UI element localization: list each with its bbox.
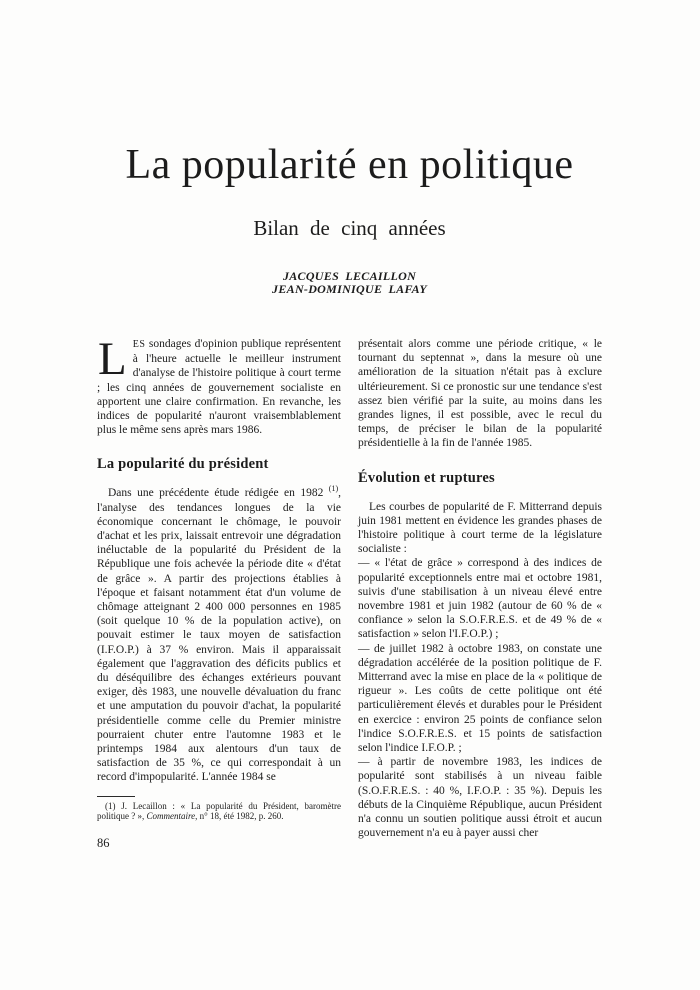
- lead-paragraph: [97, 333, 341, 437]
- section-heading-evolution-ruptures: Évolution et ruptures: [358, 469, 495, 486]
- footnote-reference: (1): [328, 484, 339, 494]
- body-paragraph: [97, 486, 341, 784]
- list-item: — à partir de novembre 1983, les indices de popularité sont stabilisés à un niveau faible (S.O.F.R.E.S. : 40 %, I.F.O.P. : 35 %). Depuis les débuts de la Cinquième République, aucun Président n'a connu un soutien politique aussi étroit et aucun gouvernement n'a eu à payer aussi cher: [358, 756, 602, 840]
- author-name: JACQUES LECAILLON: [282, 269, 417, 283]
- paragraph-text: , l'analyse des tendances longues de la vie économique concernant le chômage, le pouvoir d'achat et les prix, laissait entrevoir une dégradation inéluctable de la popularité du Président de la République une fois achevée la période dite « d'état de grâce ». A partir des projections établies à l'époque et faisant notamment état d'un volume de chômage atteignant 2 400 000 personnes en 1985 (soit quelque 10 % de la population active), on pouvait estimer le taux moyen de satisfaction (I.F.O.P.) à 37 % environ. Mais il apparaissait également que l'aggravation des déficits publics et du déséquilibre des échanges extérieurs pouvant exiger, dès 1983, une nouvelle dévaluation du franc et une amputation du pouvoir d'achat, la popularité présidentielle comme celle du Premier ministre pourraient chuter entre l'automne 1983 et le printemps 1984 aux alentours d'un taux de satisfaction de 35 %, ce qui correspondait à un record d'impopularité. L'année 1984 se: [97, 487, 341, 784]
- left-column: [97, 333, 341, 851]
- dropcap-letter: L: [98, 333, 127, 385]
- footnote-journal-title: Commentaire: [146, 811, 196, 822]
- authors-block: [97, 270, 602, 296]
- body-paragraph: présentait alors comme une période critique, « le tournant du septennat », dans la mesure où une amélioration de la situation n'était pas à exclure ultérieurement. Si ce pronostic sur une tendance s'est assez bien vérifié par la suite, au moins dans les grandes lignes, il est possible, avec le recul du temps, de préciser le bilan de la popularité présidentielle à la fin de l'année 1985.: [358, 338, 602, 450]
- footnote-text: [97, 801, 341, 823]
- two-column-body: [97, 333, 602, 851]
- footnote-text-part: , n° 18, été 1982, p. 260.: [195, 811, 284, 822]
- section-heading-popularite-president: La popularité du président: [97, 456, 269, 473]
- right-column: [358, 337, 602, 850]
- body-paragraph: Les courbes de popularité de F. Mitterrand depuis juin 1981 mettent en évidence les grandes phases de l'histoire politique à court terme de la législature socialiste :: [358, 500, 602, 556]
- footnote-rule: [97, 796, 135, 797]
- list-item: — « l'état de grâce » correspond à des indices de popularité exceptionnels entre mai et octobre 1981, suivis d'une stabilisation à un niveau élevé entre novembre 1981 et juin 1982 (autour de 60 % de « confiance » selon la S.O.F.R.E.S. et de 49 % de « satisfaction » selon l'I.F.O.P.) ;: [358, 557, 602, 641]
- footnote: [97, 796, 341, 823]
- lead-smallcaps: ES: [132, 339, 146, 350]
- footnote-text-part: (1) J. Lecaillon : « La popularité du Président, baromètre politique ? »,: [97, 800, 341, 822]
- author-name: JEAN-DOMINIQUE LAFAY: [272, 282, 427, 296]
- list-item: — de juillet 1982 à octobre 1983, on constate une dégradation accélérée de la position politique de F. Mitterrand avec la mise en place de la « politique de rigueur ». Les coûts de cette politique ont été particulièrement élevés et durables pour le Président en exercice : environ 25 points de confiance selon l'indice S.O.F.R.E.S. et 15 points de satisfaction selon l'indice I.F.O.P. ;: [358, 642, 602, 755]
- page-subtitle: Bilan de cinq années: [253, 216, 446, 240]
- page-number: 86: [97, 836, 110, 851]
- page-title: La popularité en politique: [125, 142, 574, 188]
- lead-text: sondages d'opinion publique représentent à l'heure actuelle le meilleur instrument d'analyse de l'histoire politique à court terme ; les cinq années de gouvernement socialiste en apportent une claire confirmation. En revanche, les indices de popularité n'auront vraisemblablement plus le même sens après mars 1986.: [97, 338, 341, 437]
- paragraph-text: Dans une précédente étude rédigée en 1982: [108, 487, 329, 500]
